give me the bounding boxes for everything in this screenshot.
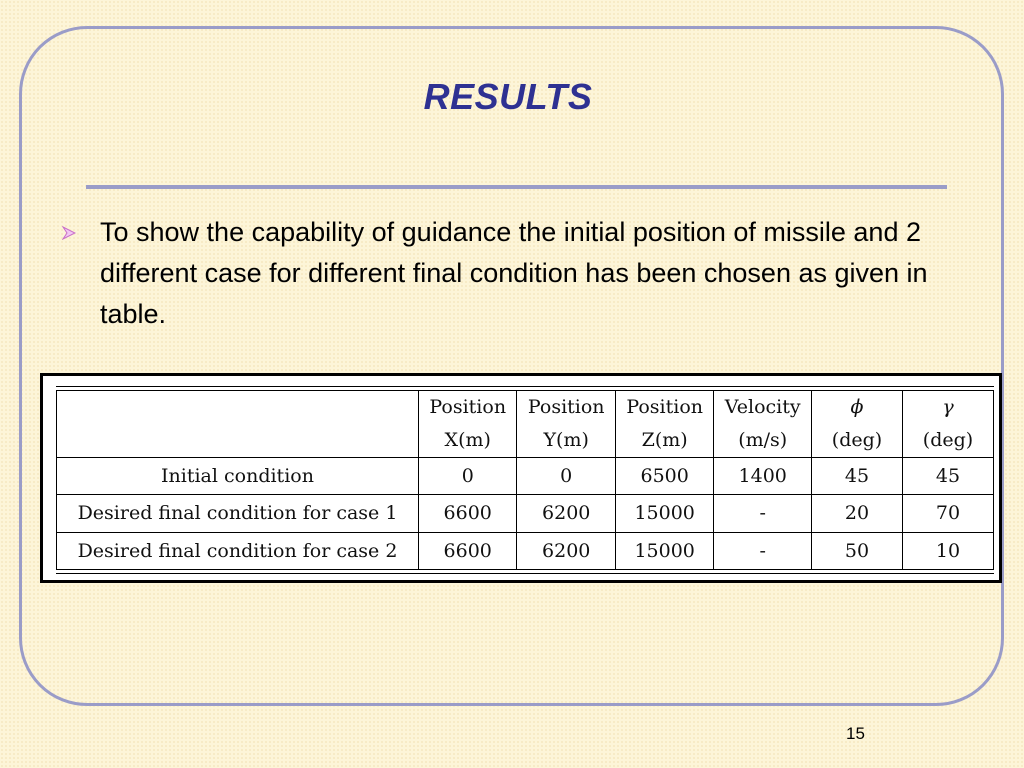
table-header-cell-phi [812, 391, 903, 458]
table-cell: - [714, 532, 812, 569]
table-header-cell-position-y [517, 391, 615, 458]
table-cell: 6600 [419, 495, 517, 532]
table-cell: 15000 [615, 532, 713, 569]
table-row [57, 532, 994, 569]
results-table [56, 390, 994, 570]
table-cell: 70 [903, 495, 994, 532]
header-unit: (m/s) [738, 429, 788, 451]
header-unit: (deg) [922, 429, 974, 451]
table-cell: 50 [812, 532, 903, 569]
table-row [57, 458, 994, 495]
table-cell: 6200 [517, 532, 615, 569]
table-cell: 10 [903, 532, 994, 569]
header-unit: (deg) [831, 429, 883, 451]
table-header-cell-blank [57, 391, 419, 458]
header-unit: Z(m) [641, 429, 688, 451]
header-line: γ [942, 396, 954, 418]
header-unit: X(m) [444, 429, 491, 451]
slide-title: RESULTS [423, 76, 593, 117]
table-container [56, 386, 994, 574]
table-cell: 6500 [615, 458, 713, 495]
table-cell: 45 [812, 458, 903, 495]
header-line: ϕ [850, 396, 864, 418]
table-cell: 0 [517, 458, 615, 495]
table-cell: 15000 [615, 495, 713, 532]
bullet-text: To show the capability of guidance the initial position of missile and 2 different case for different final condition has been chosen as given in table. [100, 217, 928, 329]
title-divider [86, 185, 947, 189]
table-cell: 20 [812, 495, 903, 532]
table-cell: - [714, 495, 812, 532]
table-cell: 1400 [714, 458, 812, 495]
header-line: Position [527, 396, 605, 418]
table-header-cell-gamma [903, 391, 994, 458]
table-cell: 0 [419, 458, 517, 495]
table-header-cell-position-z [615, 391, 713, 458]
table-header-cell-position-x [419, 391, 517, 458]
table-row [57, 495, 994, 532]
header-line: Position [429, 396, 507, 418]
arrowhead-bullet-icon [62, 226, 76, 240]
table-header-row [57, 391, 994, 458]
table-cell-row-label: Desired final condition for case 1 [57, 495, 419, 532]
slide-frame [19, 26, 1004, 706]
page-number: 15 [846, 724, 865, 743]
table-header-cell-velocity [714, 391, 812, 458]
header-line: Position [626, 396, 703, 418]
table-cell-row-label: Initial condition [57, 458, 419, 495]
table-cell-row-label: Desired final condition for case 2 [57, 532, 419, 569]
table-cell: 6600 [419, 532, 517, 569]
table-cell: 6200 [517, 495, 615, 532]
table-cell: 45 [903, 458, 994, 495]
header-unit: Y(m) [543, 429, 589, 451]
header-line: Velocity [724, 396, 801, 418]
table-image-frame [40, 373, 1002, 583]
